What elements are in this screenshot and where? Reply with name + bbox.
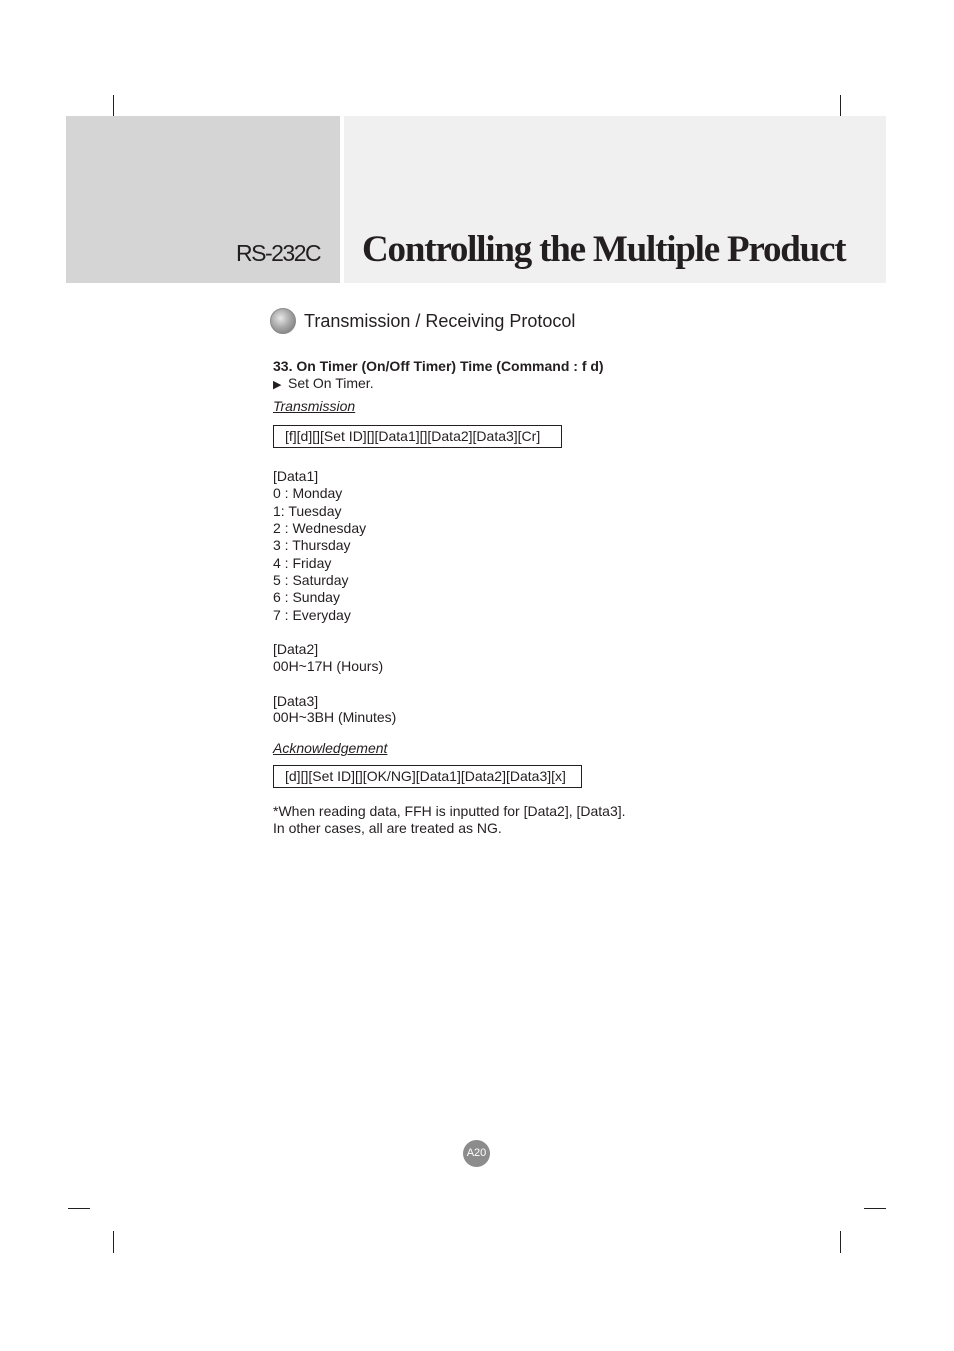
crop-mark xyxy=(68,1208,90,1209)
data1-option: 4 : Friday xyxy=(273,555,332,571)
acknowledgement-label: Acknowledgement xyxy=(273,740,388,756)
data2-range: 00H~17H (Hours) xyxy=(273,658,384,674)
data3-range: 00H~3BH (Minutes) xyxy=(273,709,397,725)
transmission-label: Transmission xyxy=(273,398,356,414)
subheading xyxy=(270,308,575,334)
subheading-text: Transmission / Receiving Protocol xyxy=(304,310,576,331)
command-description xyxy=(273,375,374,394)
data1-option: 2 : Wednesday xyxy=(273,520,367,536)
crop-mark xyxy=(864,1208,886,1209)
data1-option: 6 : Sunday xyxy=(273,589,340,605)
page-title: Controlling the Multiple Product xyxy=(362,229,846,270)
description-text: Set On Timer. xyxy=(288,375,374,391)
data1-option: 0 : Monday xyxy=(273,485,343,501)
crop-mark xyxy=(113,1231,114,1253)
note-line: *When reading data, FFH is inputted for [Data2], [Data3]. xyxy=(273,803,626,819)
data1-option: 5 : Saturday xyxy=(273,572,349,588)
right-triangle-icon: ▶ xyxy=(273,379,282,391)
note-line: In other cases, all are treated as NG. xyxy=(273,820,502,836)
data1-option: 1: Tuesday xyxy=(273,503,342,519)
data1-label: [Data1] xyxy=(273,468,319,484)
transmission-code-box: [f][d][][Set ID][][Data1][][Data2][Data3][Cr] xyxy=(273,425,562,448)
crop-mark xyxy=(113,95,114,117)
data2-label: [Data2] xyxy=(273,641,319,657)
data1-option: 7 : Everyday xyxy=(273,607,351,623)
command-heading: 33. On Timer (On/Off Timer) Time (Command : f d) xyxy=(273,358,604,374)
data3-label: [Data3] xyxy=(273,693,319,709)
section-bullet-icon xyxy=(270,308,296,334)
crop-mark xyxy=(840,95,841,117)
acknowledgement-code-box: [d][][Set ID][][OK/NG][Data1][Data2][Data3][x] xyxy=(273,765,582,788)
data1-option: 3 : Thursday xyxy=(273,537,351,553)
section-label: RS-232C xyxy=(236,240,321,266)
page-number-badge: A20 xyxy=(463,1140,490,1167)
crop-mark xyxy=(840,1231,841,1253)
